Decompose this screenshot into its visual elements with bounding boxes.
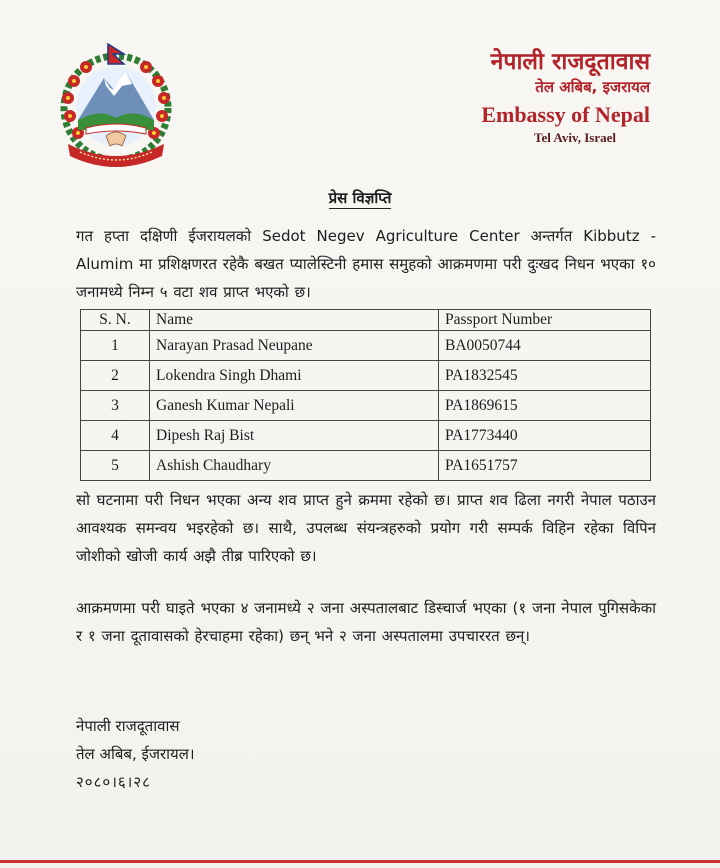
col-header-name: Name [150,310,439,331]
table-row [81,421,651,451]
paragraph-intro: गत हप्ता दक्षिणी ईजरायलको Sedot Negev Agriculture Center अन्तर्गत Kibbutz - Alumim मा प्रशिक्षणरत रहेकै बखत प्यालेस्टिनी हमास समुहको आक्रमणमा परी दुःखद निधन भएका १० जनामध्ये निम्न ५ वटा शव प्राप्त भएको छ। [76,227,656,301]
cell-name: Ashish Chaudhary [150,451,439,481]
table-row [81,361,651,391]
cell-passport: PA1773440 [439,421,651,451]
cell-name: Narayan Prasad Neupane [150,331,439,361]
cell-sn: 4 [81,421,150,451]
table-row [81,451,651,481]
table-row [81,331,651,361]
cell-name: Lokendra Singh Dhami [150,361,439,391]
cell-sn: 3 [81,391,150,421]
cell-sn: 2 [81,361,150,391]
cell-passport: PA1869615 [439,391,651,421]
embassy-city-nepali: तेल अबिब, इजरायल [535,78,650,96]
cell-passport: PA1832545 [439,361,651,391]
victims-table [80,309,651,481]
signoff-city: तेल अबिब, ईजरायल। [76,745,195,763]
cell-passport: BA0050744 [439,331,651,361]
cell-name: Ganesh Kumar Nepali [150,391,439,421]
embassy-city-english: Tel Aviv, Israel [534,130,616,145]
nepal-coat-of-arms-icon [50,38,182,170]
bottom-rule [0,860,720,863]
table-row [81,391,651,421]
letterhead [390,48,650,146]
cell-sn: 5 [81,451,150,481]
table-header-row [81,310,651,331]
col-header-passport: Passport Number [439,310,651,331]
paragraph-remaining-bodies: सो घटनामा परी निधन भएका अन्य शव प्राप्त हुने क्रममा रहेको छ। प्राप्त शव ढिला नगरी नेपाल पठाउन आवश्यक समन्वय भइरहेको छ। साथै, उपलब्ध संयन्त्रहरुको प्रयोग गरी सम्पर्क विहिन रहेका विपिन जोशीको खोजी कार्य अझै तीब्र पारिएको छ। [76,491,656,565]
signoff-org: नेपाली राजदूतावास [76,717,180,735]
cell-passport: PA1651757 [439,451,651,481]
cell-sn: 1 [81,331,150,361]
cell-name: Dipesh Raj Bist [150,421,439,451]
press-release-title-text: प्रेस विज्ञप्ति [328,189,392,207]
embassy-name-nepali: नेपाली राजदूतावास [490,49,650,75]
embassy-name-english: Embassy of Nepal [481,102,650,127]
press-release-title [0,188,720,208]
col-header-sn: S. N. [81,310,150,331]
signoff-block [76,712,376,796]
paragraph-injured: आक्रमणमा परी घाइते भएका ४ जनामध्ये २ जना अस्पतालबाट डिस्चार्ज भएका (१ जना नेपाल पुगिसकेका र १ जना दूतावासको हेरचाहमा रहेका) छन् भने २ जना अस्पतालमा उपचाररत छन्। [76,599,656,645]
signoff-date: २०८०।६।२८ [76,773,151,791]
